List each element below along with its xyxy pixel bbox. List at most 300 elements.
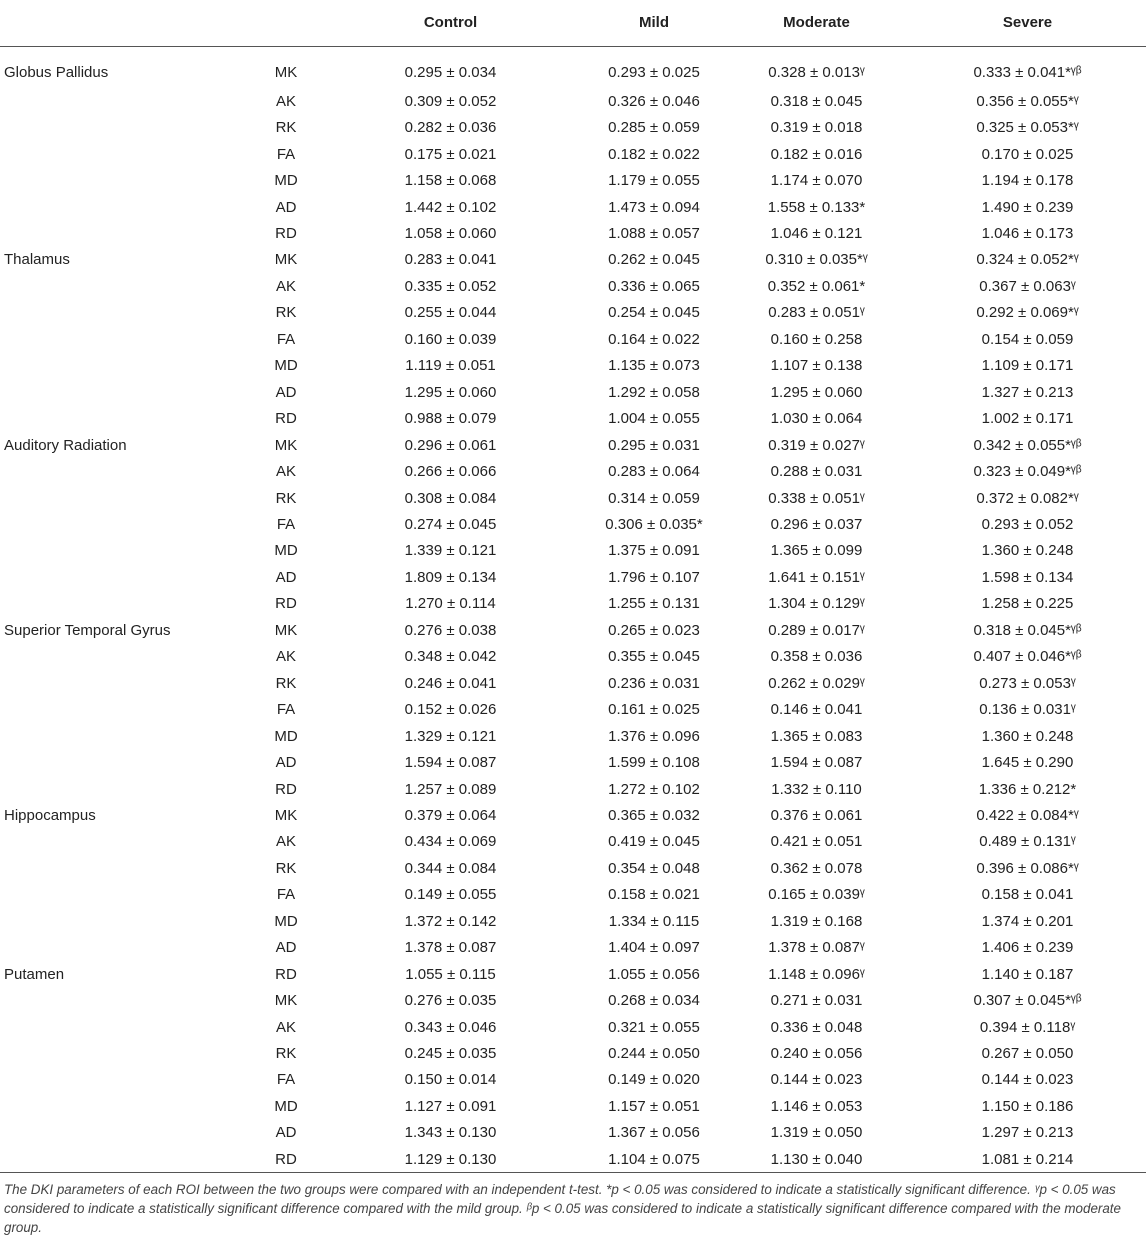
- mild-cell: 0.295 ± 0.031: [608, 436, 700, 454]
- roi-cell: Globus Pallidus: [4, 63, 109, 81]
- header-severe: Severe: [909, 0, 1146, 46]
- mild-cell: 1.367 ± 0.056: [608, 1124, 700, 1142]
- control-cell: 0.296 ± 0.061: [404, 436, 497, 454]
- parameter-cell: FA: [276, 515, 296, 533]
- mild-cell: 1.157 ± 0.051: [608, 1097, 700, 1115]
- table-header: [0, 0, 1146, 46]
- table-row: [0, 591, 1146, 617]
- roi-cell: [0, 855, 255, 881]
- severe-cell: 0.407 ± 0.046*ᵞᵝ: [973, 648, 1082, 666]
- table-row: [0, 167, 1146, 193]
- table-row: [0, 644, 1146, 670]
- mild-cell: 0.354 ± 0.048: [608, 859, 700, 877]
- roi-cell: [0, 908, 255, 934]
- roi-cell: [0, 379, 255, 405]
- parameter-cell: RK: [275, 674, 297, 692]
- control-cell: 0.282 ± 0.036: [404, 119, 497, 137]
- control-cell: 0.274 ± 0.045: [404, 515, 497, 533]
- roi-cell: [0, 1067, 255, 1093]
- table-row: [0, 326, 1146, 352]
- roi-cell: Thalamus: [4, 251, 70, 269]
- control-cell: 1.339 ± 0.121: [404, 542, 497, 560]
- table-row: [0, 273, 1146, 299]
- mild-cell: 1.292 ± 0.058: [608, 383, 700, 401]
- table-row: [0, 670, 1146, 696]
- parameter-cell: AD: [275, 939, 297, 957]
- roi-cell: [0, 696, 255, 722]
- moderate-cell: 0.283 ± 0.051ᵞ: [768, 304, 865, 322]
- moderate-cell: 1.594 ± 0.087: [770, 754, 863, 772]
- severe-cell: 1.645 ± 0.290: [981, 754, 1074, 772]
- moderate-cell: 0.310 ± 0.035*ᵞ: [765, 251, 868, 269]
- mild-cell: 0.244 ± 0.050: [608, 1045, 700, 1063]
- mild-cell: 0.182 ± 0.022: [608, 145, 700, 163]
- mild-cell: 0.336 ± 0.065: [608, 277, 700, 295]
- roi-cell: [0, 167, 255, 193]
- control-cell: 0.276 ± 0.038: [404, 621, 497, 639]
- mild-cell: 0.158 ± 0.021: [608, 886, 700, 904]
- parameter-cell: FA: [276, 145, 296, 163]
- severe-cell: 1.046 ± 0.173: [981, 224, 1074, 242]
- mild-cell: 0.355 ± 0.045: [608, 648, 700, 666]
- parameter-cell: AK: [275, 833, 296, 851]
- moderate-cell: 1.558 ± 0.133*: [767, 198, 866, 216]
- moderate-cell: 1.378 ± 0.087ᵞ: [768, 939, 865, 957]
- mild-cell: 1.088 ± 0.057: [608, 224, 700, 242]
- table-row: [0, 300, 1146, 326]
- roi-cell: [0, 723, 255, 749]
- severe-cell: 0.372 ± 0.082*ᵞ: [976, 489, 1079, 507]
- moderate-cell: 1.148 ± 0.096ᵞ: [768, 965, 865, 983]
- parameter-cell: RD: [255, 1146, 317, 1172]
- control-cell: 0.379 ± 0.064: [404, 806, 497, 824]
- moderate-cell: 0.319 ± 0.027ᵞ: [768, 436, 865, 454]
- control-cell: 1.372 ± 0.142: [404, 912, 497, 930]
- control-cell: 0.434 ± 0.069: [404, 833, 497, 851]
- severe-cell: 1.109 ± 0.171: [981, 357, 1074, 375]
- control-cell: 0.295 ± 0.034: [404, 63, 497, 81]
- control-cell: 0.344 ± 0.084: [404, 859, 497, 877]
- roi-cell: [0, 405, 255, 431]
- header-row: [0, 0, 1146, 46]
- roi-cell: [0, 353, 255, 379]
- moderate-cell: 0.362 ± 0.078: [770, 859, 863, 877]
- table-row: [0, 882, 1146, 908]
- roi-cell: [0, 458, 255, 484]
- roi-cell: [0, 326, 255, 352]
- mild-cell: 0.262 ± 0.045: [608, 251, 700, 269]
- control-cell: 0.309 ± 0.052: [404, 92, 497, 110]
- control-cell: 1.594 ± 0.087: [404, 754, 497, 772]
- parameter-cell: MK: [274, 251, 298, 269]
- control-cell: 1.158 ± 0.068: [404, 172, 497, 190]
- roi-cell: [0, 670, 255, 696]
- control-cell: 0.246 ± 0.041: [404, 674, 497, 692]
- severe-cell: 0.292 ± 0.069*ᵞ: [976, 304, 1079, 322]
- roi-cell: [0, 538, 255, 564]
- parameter-cell: MD: [274, 727, 298, 745]
- control-cell: 0.152 ± 0.026: [404, 701, 497, 719]
- roi-cell: Superior Temporal Gyrus: [4, 621, 171, 639]
- control-cell: 0.276 ± 0.035: [404, 992, 497, 1010]
- table-row: [0, 749, 1146, 775]
- severe-cell: 0.356 ± 0.055*ᵞ: [976, 92, 1079, 110]
- parameter-cell: MD: [274, 357, 298, 375]
- mild-cell: 0.149 ± 0.020: [608, 1071, 700, 1089]
- parameter-cell: AK: [275, 92, 296, 110]
- severe-cell: 1.150 ± 0.186: [981, 1097, 1074, 1115]
- table-row: [0, 114, 1146, 140]
- roi-cell: [0, 882, 255, 908]
- moderate-cell: 1.304 ± 0.129ᵞ: [768, 595, 865, 613]
- control-cell: 1.129 ± 0.130: [317, 1146, 584, 1172]
- roi-cell: [0, 1014, 255, 1040]
- table-row: [0, 1040, 1146, 1066]
- moderate-cell: 0.288 ± 0.031: [770, 463, 863, 481]
- moderate-cell: 0.376 ± 0.061: [770, 806, 863, 824]
- parameter-cell: AD: [275, 1124, 297, 1142]
- roi-cell: [0, 1093, 255, 1119]
- control-cell: 0.175 ± 0.021: [404, 145, 497, 163]
- control-cell: 1.119 ± 0.051: [405, 357, 496, 375]
- severe-cell: 0.333 ± 0.041*ᵞᵝ: [973, 63, 1082, 81]
- table-row: [0, 247, 1146, 273]
- moderate-cell: 0.352 ± 0.061*: [767, 277, 866, 295]
- roi-cell: [0, 88, 255, 114]
- mild-cell: 1.404 ± 0.097: [608, 939, 700, 957]
- parameter-cell: MD: [274, 912, 298, 930]
- moderate-cell: 0.338 ± 0.051ᵞ: [768, 489, 865, 507]
- moderate-cell: 1.365 ± 0.099: [770, 542, 863, 560]
- control-cell: 0.160 ± 0.039: [404, 330, 497, 348]
- moderate-cell: 0.144 ± 0.023: [770, 1071, 863, 1089]
- severe-cell: 1.598 ± 0.134: [981, 568, 1074, 586]
- parameter-cell: MK: [274, 621, 298, 639]
- parameter-cell: RD: [275, 224, 297, 242]
- severe-cell: 0.273 ± 0.053ᵞ: [979, 674, 1076, 692]
- mild-cell: 1.104 ± 0.075: [584, 1146, 724, 1172]
- severe-cell: 1.406 ± 0.239: [981, 939, 1074, 957]
- control-cell: 1.055 ± 0.115: [405, 965, 496, 983]
- parameter-cell: MK: [274, 806, 298, 824]
- roi-cell: [0, 1146, 255, 1172]
- roi-cell: [0, 776, 255, 802]
- moderate-cell: 0.296 ± 0.037: [770, 515, 863, 533]
- mild-cell: 0.161 ± 0.025: [608, 701, 700, 719]
- control-cell: 0.245 ± 0.035: [404, 1045, 497, 1063]
- moderate-cell: 1.146 ± 0.053: [770, 1097, 863, 1115]
- parameter-cell: RK: [275, 859, 297, 877]
- control-cell: 0.149 ± 0.055: [404, 886, 497, 904]
- moderate-cell: 0.336 ± 0.048: [770, 1018, 863, 1036]
- parameter-cell: FA: [276, 701, 296, 719]
- table-row: [0, 723, 1146, 749]
- moderate-cell: 0.358 ± 0.036: [770, 648, 863, 666]
- table-row: [0, 141, 1146, 167]
- moderate-cell: 1.295 ± 0.060: [770, 383, 863, 401]
- control-cell: 0.348 ± 0.042: [404, 648, 497, 666]
- roi-cell: [0, 987, 255, 1013]
- control-cell: 0.343 ± 0.046: [404, 1018, 497, 1036]
- mild-cell: 0.236 ± 0.031: [608, 674, 700, 692]
- parameter-cell: AD: [275, 568, 297, 586]
- roi-cell: [0, 141, 255, 167]
- table-row: [0, 829, 1146, 855]
- moderate-cell: 1.174 ± 0.070: [770, 172, 863, 190]
- mild-cell: 1.055 ± 0.056: [608, 965, 700, 983]
- parameter-cell: RD: [275, 410, 297, 428]
- header-parameter: [255, 0, 317, 46]
- moderate-cell: 0.421 ± 0.051: [770, 833, 863, 851]
- severe-cell: 1.327 ± 0.213: [981, 383, 1074, 401]
- roi-cell: [0, 935, 255, 961]
- control-cell: 0.308 ± 0.084: [404, 489, 497, 507]
- table-row: [0, 776, 1146, 802]
- control-cell: 1.329 ± 0.121: [404, 727, 497, 745]
- moderate-cell: 0.328 ± 0.013ᵞ: [768, 63, 865, 81]
- severe-cell: 0.396 ± 0.086*ᵞ: [976, 859, 1079, 877]
- roi-cell: Auditory Radiation: [4, 436, 127, 454]
- severe-cell: 0.324 ± 0.052*ᵞ: [976, 251, 1079, 269]
- mild-cell: 1.375 ± 0.091: [608, 542, 700, 560]
- header-roi: [0, 0, 255, 46]
- control-cell: 0.283 ± 0.041: [404, 251, 497, 269]
- table-row: [0, 1067, 1146, 1093]
- control-cell: 0.255 ± 0.044: [404, 304, 497, 322]
- severe-cell: 1.194 ± 0.178: [981, 172, 1074, 190]
- table-row: [0, 1093, 1146, 1119]
- moderate-cell: 0.240 ± 0.056: [770, 1045, 863, 1063]
- table-row: [0, 88, 1146, 114]
- control-cell: 0.266 ± 0.066: [404, 463, 497, 481]
- mild-cell: 0.268 ± 0.034: [608, 992, 700, 1010]
- severe-cell: 0.136 ± 0.031ᵞ: [979, 701, 1076, 719]
- mild-cell: 1.179 ± 0.055: [608, 172, 700, 190]
- control-cell: 1.257 ± 0.089: [404, 780, 497, 798]
- mild-cell: 0.306 ± 0.035*: [605, 515, 703, 533]
- parameter-cell: MD: [274, 172, 298, 190]
- table-row: [0, 432, 1146, 458]
- table-row: [0, 1146, 1146, 1172]
- table-row: [0, 696, 1146, 722]
- table-row: [0, 194, 1146, 220]
- severe-cell: 1.081 ± 0.214: [909, 1146, 1146, 1172]
- severe-cell: 0.422 ± 0.084*ᵞ: [976, 806, 1079, 824]
- moderate-cell: 1.319 ± 0.168: [770, 912, 863, 930]
- severe-cell: 1.297 ± 0.213: [981, 1124, 1074, 1142]
- severe-cell: 1.002 ± 0.171: [981, 410, 1074, 428]
- table-body: [0, 46, 1146, 1173]
- roi-cell: [0, 273, 255, 299]
- control-cell: 1.442 ± 0.102: [404, 198, 497, 216]
- control-cell: 1.270 ± 0.114: [405, 595, 496, 613]
- moderate-cell: 0.319 ± 0.018: [770, 119, 863, 137]
- parameter-cell: AD: [275, 383, 297, 401]
- control-cell: 1.058 ± 0.060: [404, 224, 497, 242]
- control-cell: 1.127 ± 0.091: [404, 1097, 497, 1115]
- parameter-cell: AK: [275, 463, 296, 481]
- severe-cell: 0.325 ± 0.053*ᵞ: [976, 119, 1079, 137]
- moderate-cell: 1.046 ± 0.121: [770, 224, 863, 242]
- severe-cell: 1.140 ± 0.187: [981, 965, 1074, 983]
- control-cell: 1.295 ± 0.060: [404, 383, 497, 401]
- mild-cell: 1.255 ± 0.131: [608, 595, 700, 613]
- severe-cell: 0.293 ± 0.052: [981, 515, 1074, 533]
- moderate-cell: 1.319 ± 0.050: [770, 1124, 863, 1142]
- roi-cell: [0, 749, 255, 775]
- table-row: [0, 1120, 1146, 1146]
- parameter-cell: RK: [275, 489, 297, 507]
- table-row: [0, 405, 1146, 431]
- moderate-cell: 1.107 ± 0.138: [770, 357, 863, 375]
- roi-cell: [0, 829, 255, 855]
- mild-cell: 0.326 ± 0.046: [608, 92, 700, 110]
- parameter-cell: RK: [275, 119, 297, 137]
- severe-cell: 0.342 ± 0.055*ᵞᵝ: [973, 436, 1082, 454]
- table-row: [0, 564, 1146, 590]
- table-row: [0, 802, 1146, 828]
- table-row: [0, 379, 1146, 405]
- severe-cell: 0.158 ± 0.041: [981, 886, 1074, 904]
- parameter-cell: FA: [276, 1071, 296, 1089]
- mild-cell: 0.283 ± 0.064: [608, 463, 700, 481]
- severe-cell: 0.489 ± 0.131ᵞ: [979, 833, 1076, 851]
- mild-cell: 1.796 ± 0.107: [608, 568, 700, 586]
- table-row: [0, 961, 1146, 987]
- parameter-cell: AD: [275, 198, 297, 216]
- table-row: [0, 908, 1146, 934]
- moderate-cell: 1.030 ± 0.064: [770, 410, 863, 428]
- severe-cell: 0.318 ± 0.045*ᵞᵝ: [973, 621, 1082, 639]
- table-row: [0, 538, 1146, 564]
- severe-cell: 0.394 ± 0.118ᵞ: [979, 1018, 1076, 1036]
- table-row: [0, 220, 1146, 246]
- roi-cell: [0, 1040, 255, 1066]
- table-row: [0, 987, 1146, 1013]
- mild-cell: 0.265 ± 0.023: [608, 621, 700, 639]
- control-cell: 0.988 ± 0.079: [404, 410, 497, 428]
- parameter-cell: AK: [275, 648, 296, 666]
- roi-cell: [0, 644, 255, 670]
- header-moderate: Moderate: [724, 0, 909, 46]
- parameter-cell: MD: [274, 1097, 298, 1115]
- severe-cell: 1.360 ± 0.248: [981, 542, 1074, 560]
- control-cell: 1.378 ± 0.087: [404, 939, 497, 957]
- table-row: [0, 1014, 1146, 1040]
- parameter-cell: AK: [275, 277, 296, 295]
- parameter-cell: RD: [275, 595, 297, 613]
- severe-cell: 0.267 ± 0.050: [981, 1045, 1074, 1063]
- mild-cell: 0.419 ± 0.045: [608, 833, 700, 851]
- severe-cell: 1.490 ± 0.239: [981, 198, 1074, 216]
- severe-cell: 0.154 ± 0.059: [981, 330, 1074, 348]
- parameter-cell: RD: [275, 965, 297, 983]
- mild-cell: 0.164 ± 0.022: [608, 330, 700, 348]
- moderate-cell: 0.160 ± 0.258: [770, 330, 863, 348]
- table-row: [0, 458, 1146, 484]
- parameter-cell: MK: [274, 63, 298, 81]
- mild-cell: 1.473 ± 0.094: [608, 198, 700, 216]
- severe-cell: 0.144 ± 0.023: [981, 1071, 1074, 1089]
- parameter-cell: AD: [275, 754, 297, 772]
- table-row: [0, 935, 1146, 961]
- parameter-cell: FA: [276, 330, 296, 348]
- severe-cell: 0.323 ± 0.049*ᵞᵝ: [973, 463, 1082, 481]
- mild-cell: 0.293 ± 0.025: [608, 63, 700, 81]
- roi-cell: Putamen: [4, 965, 65, 983]
- roi-cell: [0, 485, 255, 511]
- severe-cell: 1.360 ± 0.248: [981, 727, 1074, 745]
- parameter-cell: AK: [275, 1018, 296, 1036]
- severe-cell: 0.307 ± 0.045*ᵞᵝ: [973, 992, 1082, 1010]
- moderate-cell: 0.271 ± 0.031: [770, 992, 863, 1010]
- mild-cell: 1.135 ± 0.073: [608, 357, 700, 375]
- header-mild: Mild: [584, 0, 724, 46]
- roi-cell: [0, 220, 255, 246]
- table-row: [0, 485, 1146, 511]
- control-cell: 0.335 ± 0.052: [404, 277, 497, 295]
- moderate-cell: 0.318 ± 0.045: [770, 92, 863, 110]
- parameter-cell: RK: [275, 304, 297, 322]
- roi-cell: [0, 300, 255, 326]
- mild-cell: 1.376 ± 0.096: [608, 727, 700, 745]
- parameter-cell: MK: [274, 992, 298, 1010]
- severe-cell: 0.170 ± 0.025: [981, 145, 1074, 163]
- control-cell: 1.343 ± 0.130: [404, 1124, 497, 1142]
- roi-cell: [0, 194, 255, 220]
- severe-cell: 1.336 ± 0.212*: [978, 780, 1077, 798]
- parameter-cell: MK: [274, 436, 298, 454]
- control-cell: 0.150 ± 0.014: [404, 1071, 497, 1089]
- mild-cell: 0.285 ± 0.059: [608, 119, 700, 137]
- parameter-cell: MD: [274, 542, 298, 560]
- severe-cell: 0.367 ± 0.063ᵞ: [979, 277, 1076, 295]
- roi-cell: [0, 591, 255, 617]
- mild-cell: 1.334 ± 0.115: [608, 912, 700, 930]
- roi-cell: [0, 1120, 255, 1146]
- table-row: [0, 511, 1146, 537]
- mild-cell: 1.004 ± 0.055: [608, 410, 700, 428]
- severe-cell: 1.258 ± 0.225: [981, 595, 1074, 613]
- moderate-cell: 0.165 ± 0.039ᵞ: [768, 886, 865, 904]
- moderate-cell: 0.182 ± 0.016: [770, 145, 863, 163]
- control-cell: 1.809 ± 0.134: [404, 568, 497, 586]
- moderate-cell: 1.130 ± 0.040: [724, 1146, 909, 1172]
- moderate-cell: 1.365 ± 0.083: [770, 727, 863, 745]
- roi-cell: [0, 511, 255, 537]
- moderate-cell: 1.332 ± 0.110: [771, 780, 862, 798]
- severe-cell: 1.374 ± 0.201: [981, 912, 1074, 930]
- moderate-cell: 1.641 ± 0.151ᵞ: [768, 568, 865, 586]
- moderate-cell: 0.262 ± 0.029ᵞ: [768, 674, 865, 692]
- roi-cell: [0, 114, 255, 140]
- mild-cell: 1.272 ± 0.102: [608, 780, 700, 798]
- roi-cell: [0, 564, 255, 590]
- parameter-cell: RK: [275, 1045, 297, 1063]
- header-control: Control: [317, 0, 584, 46]
- parameter-cell: FA: [276, 886, 296, 904]
- moderate-cell: 0.146 ± 0.041: [770, 701, 863, 719]
- roi-cell: Hippocampus: [4, 806, 96, 824]
- mild-cell: 0.314 ± 0.059: [608, 489, 700, 507]
- parameter-cell: RD: [275, 780, 297, 798]
- mild-cell: 0.321 ± 0.055: [608, 1018, 700, 1036]
- table-footnote: The DKI parameters of each ROI between the two groups were compared with an independent t-test. *p < 0.05 was considered to indicate a statistically significant difference. ᵞp < 0.05 was considered to indicate a statistically significant difference compared with the mild group. ᵝp < 0.05 was considered to indicate a statistically significant difference compared with the moderate group.: [4, 1182, 1121, 1235]
- mild-cell: 0.365 ± 0.032: [608, 806, 700, 824]
- mild-cell: 0.254 ± 0.045: [608, 304, 700, 322]
- table-row: [0, 617, 1146, 643]
- mild-cell: 1.599 ± 0.108: [608, 754, 700, 772]
